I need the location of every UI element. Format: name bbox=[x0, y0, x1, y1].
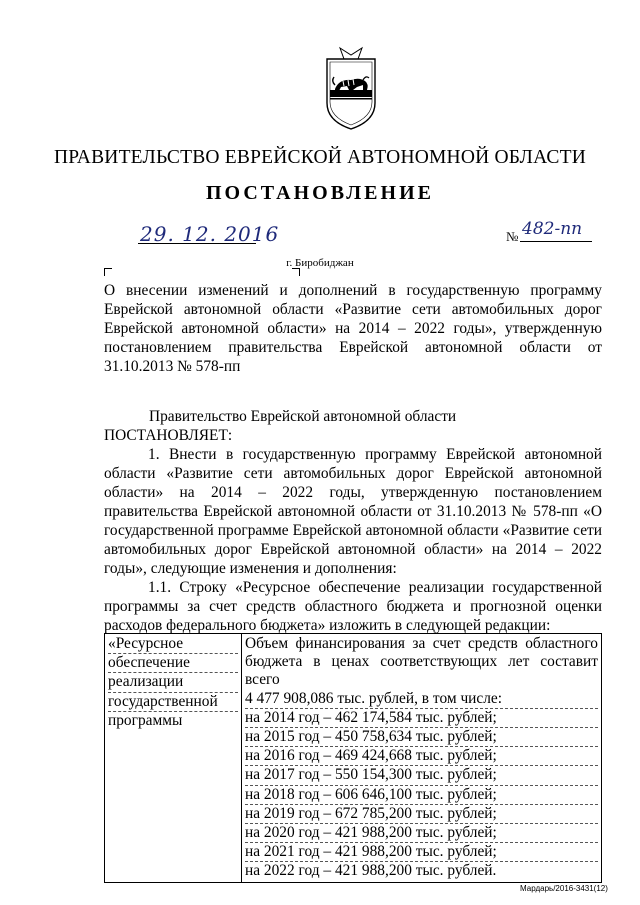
resource-table bbox=[104, 633, 602, 883]
table-cell-label bbox=[105, 634, 242, 883]
document-body bbox=[104, 445, 602, 635]
city-label: г. Биробиджан bbox=[286, 257, 354, 269]
handwritten-date: 29. 12. 2016 bbox=[140, 222, 280, 246]
paragraph-1: 1. Внести в государственную программу Еврейской автономной области «Развитие сети автомобильных дорог Еврейской автономной области» на 2014 – 2022 годы, утвержденную постановлением правительства Еврейской автономной области от 31.10.2013 № 578-пп «О государственной программе Еврейской автономной области «Развитие сети автомобильных дорог Еврейской автономной области» на 2014 – 2022 годы», следующие изменения и дополнения: bbox=[104, 446, 602, 577]
funding-year-line: на 2019 год – 672 785,200 тыс. рублей; bbox=[245, 805, 598, 824]
funding-year-line: на 2018 год – 606 646,100 тыс. рублей; bbox=[245, 786, 598, 805]
subject-corner-right bbox=[292, 268, 300, 276]
government-title: ПРАВИТЕЛЬСТВО ЕВРЕЙСКОЙ АВТОНОМНОЙ ОБЛАСТИ bbox=[53, 147, 587, 168]
label-line: программы bbox=[108, 711, 183, 729]
subject-corner-left bbox=[104, 268, 112, 276]
funding-year-line: на 2017 год – 550 154,300 тыс. рублей; bbox=[245, 766, 598, 785]
funding-year-line: на 2020 год – 421 988,200 тыс. рублей; bbox=[245, 824, 598, 843]
funding-year-line: на 2014 год – 462 174,584 тыс. рублей; bbox=[245, 709, 598, 728]
label-line: государственной bbox=[108, 693, 238, 712]
label-line: «Ресурсное bbox=[108, 635, 238, 654]
label-line: обеспечение bbox=[108, 654, 238, 673]
handwritten-number: 482-пп bbox=[522, 219, 583, 239]
funding-year-line: на 2015 год – 450 758,634 тыс. рублей; bbox=[245, 728, 598, 747]
number-prefix: № bbox=[506, 229, 519, 244]
preamble-government: Правительство Еврейской автономной области bbox=[149, 408, 457, 425]
funding-intro-line: бюджета в ценах соответствующих лет составит всего bbox=[245, 653, 598, 689]
funding-year-line: на 2021 год – 421 988,200 тыс. рублей; bbox=[245, 843, 598, 862]
number-underline bbox=[520, 241, 592, 242]
table-row bbox=[105, 634, 602, 883]
funding-year-line: на 2022 год – 421 988,200 тыс. рублей. bbox=[245, 862, 497, 880]
document-type-title: ПОСТАНОВЛЕНИЕ bbox=[206, 182, 434, 204]
paragraph-1-1: 1.1. Строку «Ресурсное обеспечение реализации государственной программы за счет средств областного бюджета и прогнозной оценки расходов федерального бюджета» изложить в следующей редакции: bbox=[104, 579, 602, 634]
funding-year-line: на 2016 год – 469 424,668 тыс. рублей; bbox=[245, 747, 598, 766]
footer-document-code: Мардарь/2016-3431(12) bbox=[520, 884, 608, 893]
table-cell-funding bbox=[242, 634, 602, 883]
coat-of-arms-tiger-icon bbox=[322, 45, 380, 133]
document-subject: О внесении изменений и дополнений в государственную программу Еврейской автономной области «Развитие сети автомобильных дорог Еврейской автономной области» на 2014 – 2022 годы», утвержденную постановлением правительства Еврейской автономной области от 31.10.2013 № 578-пп bbox=[104, 282, 602, 375]
preamble-decree: ПОСТАНОВЛЯЕТ: bbox=[104, 427, 233, 444]
label-line: реализации bbox=[108, 673, 238, 692]
funding-intro-line: Объем финансирования за счет средств областного bbox=[245, 635, 598, 652]
funding-intro-line: 4 477 908,086 тыс. рублей, в том числе: bbox=[245, 690, 598, 709]
date-underline bbox=[138, 243, 256, 244]
